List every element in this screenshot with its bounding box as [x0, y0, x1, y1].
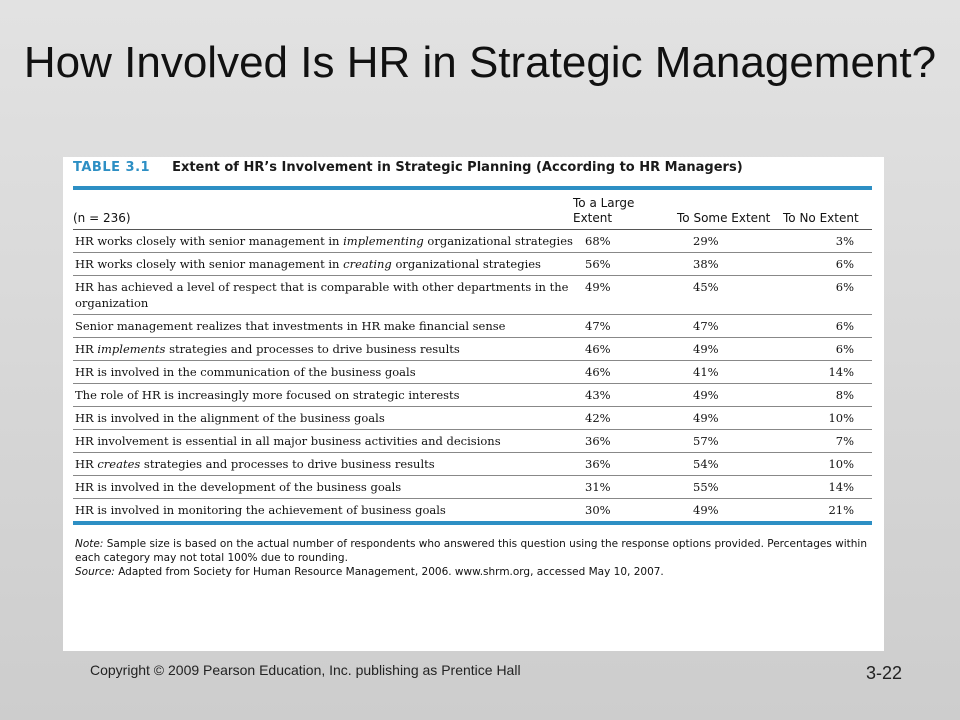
value-some-extent: 49% [693, 411, 719, 425]
table-image [63, 157, 884, 651]
value-some-extent: 29% [693, 234, 719, 248]
statement-emphasis: creating [343, 257, 392, 271]
value-no-extent: 14% [828, 365, 854, 379]
source-label: Source: [75, 566, 115, 578]
table-row [73, 476, 872, 499]
table-caption: Extent of HR’s Involvement in Strategic Planning (According to HR Managers) [172, 160, 743, 175]
value-large-extent: 31% [585, 480, 611, 494]
statement-text: HR is involved in monitoring the achievement of business goals [75, 503, 446, 517]
table-row [73, 315, 872, 338]
value-large-extent: 43% [585, 388, 611, 402]
table-header [73, 157, 872, 190]
column-header-none: To No Extent [783, 211, 859, 225]
table-row [73, 338, 872, 361]
note-line [75, 537, 872, 565]
statement-text: HR is involved in the alignment of the business goals [75, 411, 385, 425]
statement-text: HR [75, 457, 98, 471]
row-statement [73, 253, 573, 275]
table-body [73, 230, 872, 522]
table-row [73, 430, 872, 453]
table-row [73, 230, 872, 253]
statement-text-end: organizational strategies [423, 234, 573, 248]
statement-text: HR works closely with senior management in [75, 234, 344, 248]
slide-title: How Involved Is HR in Strategic Management? [23, 38, 937, 87]
row-statement [73, 453, 573, 475]
statement-text: HR is involved in the development of the business goals [75, 480, 402, 494]
value-large-extent: 46% [585, 365, 611, 379]
row-statement [73, 361, 573, 383]
statement-text: HR works closely with senior management in [75, 257, 344, 271]
row-statement [73, 407, 573, 429]
value-large-extent: 36% [585, 434, 611, 448]
copyright-text: Copyright © 2009 Pearson Education, Inc. publishing as Prentice Hall [90, 662, 521, 678]
value-no-extent: 6% [835, 280, 854, 294]
statement-text: HR [75, 342, 98, 356]
value-some-extent: 54% [693, 457, 719, 471]
value-no-extent: 7% [835, 434, 854, 448]
value-large-extent: 56% [585, 257, 611, 271]
table-row [73, 453, 872, 476]
value-no-extent: 10% [828, 457, 854, 471]
value-some-extent: 41% [693, 365, 719, 379]
table-bottom-rule [73, 521, 872, 525]
row-statement [73, 499, 573, 521]
page-number: 3-22 [865, 663, 902, 683]
row-statement [73, 276, 573, 314]
statement-text-end: strategies and processes to drive business results [165, 342, 460, 356]
source-text: Adapted from Society for Human Resource Management, 2006. www.shrm.org, accessed May 10, 2007. [118, 566, 664, 578]
statement-emphasis: implements [97, 342, 166, 356]
value-some-extent: 45% [693, 280, 719, 294]
column-header-some: To Some Extent [677, 211, 771, 225]
row-statement [73, 476, 573, 498]
source-line [75, 565, 872, 579]
row-statement [73, 384, 573, 406]
table-row [73, 253, 872, 276]
value-large-extent: 46% [585, 342, 611, 356]
row-statement [73, 430, 573, 452]
table-row [73, 276, 872, 315]
value-no-extent: 14% [828, 480, 854, 494]
table-row [73, 361, 872, 384]
value-some-extent: 49% [693, 503, 719, 517]
value-some-extent: 57% [693, 434, 719, 448]
row-statement [73, 338, 573, 360]
value-no-extent: 3% [835, 234, 854, 248]
statement-text: The role of HR is increasingly more focused on strategic interests [75, 388, 460, 402]
statement-emphasis: implementing [343, 234, 424, 248]
statement-text: Senior management realizes that investments in HR make financial sense [75, 319, 506, 333]
value-large-extent: 49% [585, 280, 611, 294]
value-no-extent: 8% [835, 388, 854, 402]
value-large-extent: 68% [585, 234, 611, 248]
value-large-extent: 47% [585, 319, 611, 333]
value-some-extent: 38% [693, 257, 719, 271]
value-some-extent: 49% [693, 388, 719, 402]
table-number: TABLE 3.1 [73, 160, 151, 175]
value-no-extent: 21% [828, 503, 854, 517]
note-text: Sample size is based on the actual number of respondents who answered this question using the response options provided. Percentages within each category may not total 100% due to rounding. [75, 538, 867, 564]
value-some-extent: 49% [693, 342, 719, 356]
value-no-extent: 6% [835, 257, 854, 271]
value-large-extent: 36% [585, 457, 611, 471]
statement-text-end: organizational strategies [391, 257, 541, 271]
value-no-extent: 10% [828, 411, 854, 425]
value-no-extent: 6% [835, 342, 854, 356]
statement-emphasis: creates [97, 457, 141, 471]
table-notes [73, 537, 872, 579]
value-large-extent: 30% [585, 503, 611, 517]
row-statement [73, 315, 573, 337]
statement-text-end: strategies and processes to drive business results [140, 457, 435, 471]
value-some-extent: 47% [693, 319, 719, 333]
statement-text: HR involvement is essential in all major business activities and decisions [75, 434, 501, 448]
table-row [73, 499, 872, 522]
column-header-large: To a Large Extent [573, 196, 635, 225]
table-row [73, 407, 872, 430]
column-header-row [73, 190, 872, 230]
row-statement [73, 230, 573, 252]
value-some-extent: 55% [693, 480, 719, 494]
statement-text: HR has achieved a level of respect that is comparable with other departments in the organization [75, 280, 569, 310]
value-large-extent: 42% [585, 411, 611, 425]
value-no-extent: 6% [835, 319, 854, 333]
table-row [73, 384, 872, 407]
statement-text: HR is involved in the communication of the business goals [75, 365, 416, 379]
sample-size-label: (n = 236) [73, 211, 131, 225]
note-label: Note: [75, 538, 104, 550]
